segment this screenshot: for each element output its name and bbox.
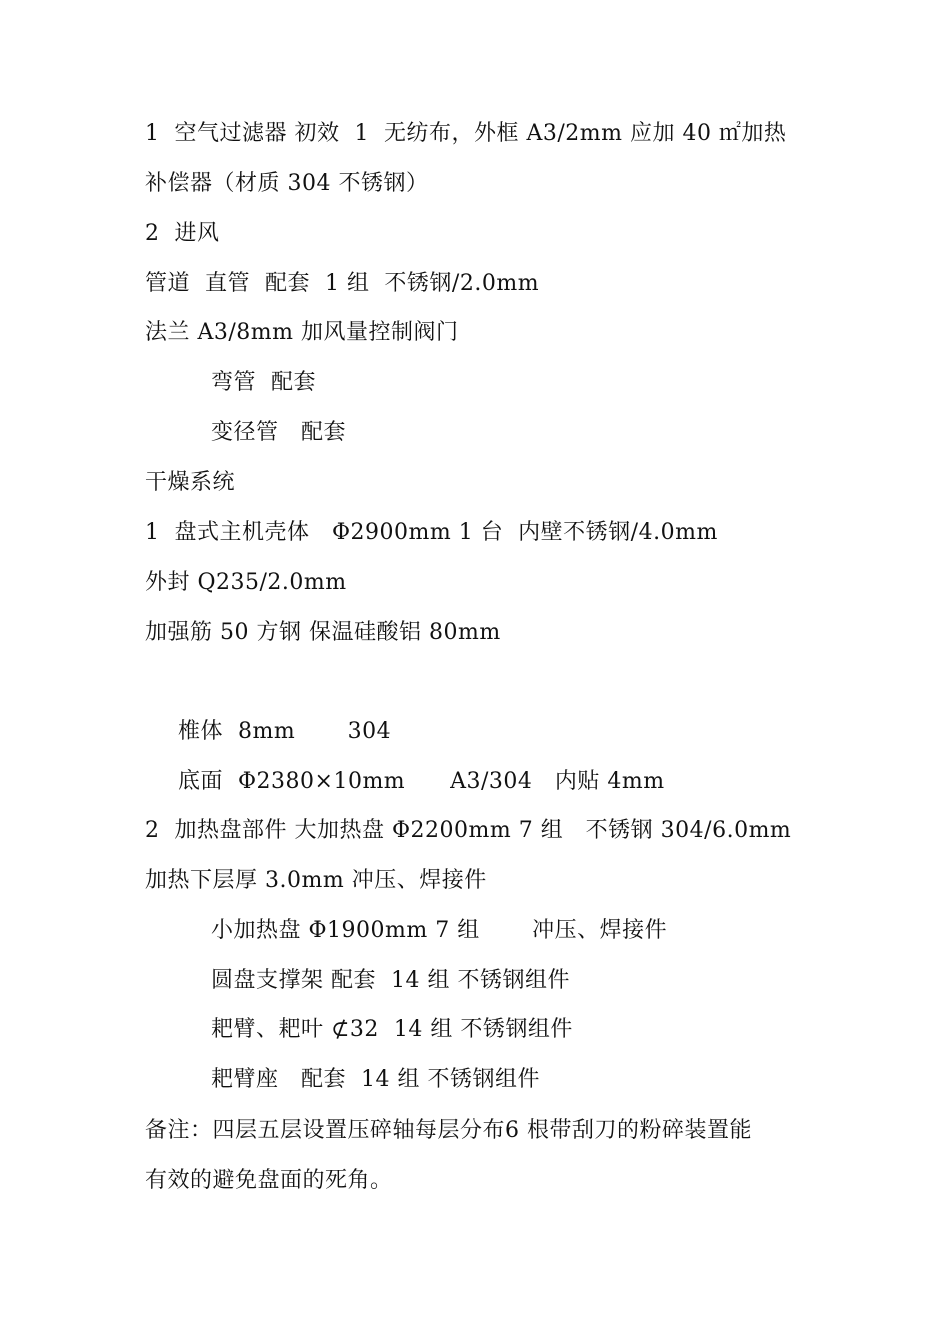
text-line-pipe: 管道 直管 配套 1 组 不锈钢/2.0mm xyxy=(145,271,540,296)
text-line-elbow: 弯管 配套 xyxy=(211,370,316,395)
section-heading-drying-system: 干燥系统 xyxy=(145,470,236,495)
text-line-outer-seal: 外封 Q235/2.0mm xyxy=(145,570,347,595)
text-line-air-inlet: 2 进风 xyxy=(145,221,220,246)
text-line-small-plate: 小加热盘 Φ1900mm 7 组 冲压、焊接件 xyxy=(211,918,668,943)
text-line-reducer: 变径管 配套 xyxy=(211,420,346,445)
text-line-support-frame: 圆盘支撑架 配套 14 组 不锈钢组件 xyxy=(211,968,570,993)
text-line-air-filter: 1 空气过滤器 初效 1 无纺布，外框 A3/2mm 应加 40 ㎡加热 xyxy=(145,121,787,146)
text-line-cone: 椎体 8mm 304 xyxy=(178,719,392,744)
text-line-note-cont: 有效的避免盘面的死角。 xyxy=(145,1168,393,1193)
text-line-rake-seat: 耙臂座 配套 14 组 不锈钢组件 xyxy=(211,1067,540,1092)
text-line-compensator: 补偿器（材质 304 不锈钢） xyxy=(145,171,429,196)
text-line-shell: 1 盘式主机壳体 Φ2900mm 1 台 内壁不锈钢/4.0mm xyxy=(145,520,718,545)
text-line-heating-plate: 2 加热盘部件 大加热盘 Φ2200mm 7 组 不锈钢 304/6.0mm xyxy=(145,818,792,843)
text-line-reinforcement: 加强筋 50 方钢 保温硅酸铝 80mm xyxy=(145,620,501,645)
text-line-bottom: 底面 Φ2380×10mm A3/304 内贴 4mm xyxy=(178,769,665,794)
text-line-rake-arm: 耙臂、耙叶 ⊄32 14 组 不锈钢组件 xyxy=(211,1017,573,1042)
text-line-lower-layer: 加热下层厚 3.0mm 冲压、焊接件 xyxy=(145,868,487,893)
text-line-flange: 法兰 A3/8mm 加风量控制阀门 xyxy=(145,320,459,345)
text-line-note: 备注：四层五层设置压碎轴每层分布6 根带刮刀的粉碎装置能 xyxy=(145,1118,752,1143)
